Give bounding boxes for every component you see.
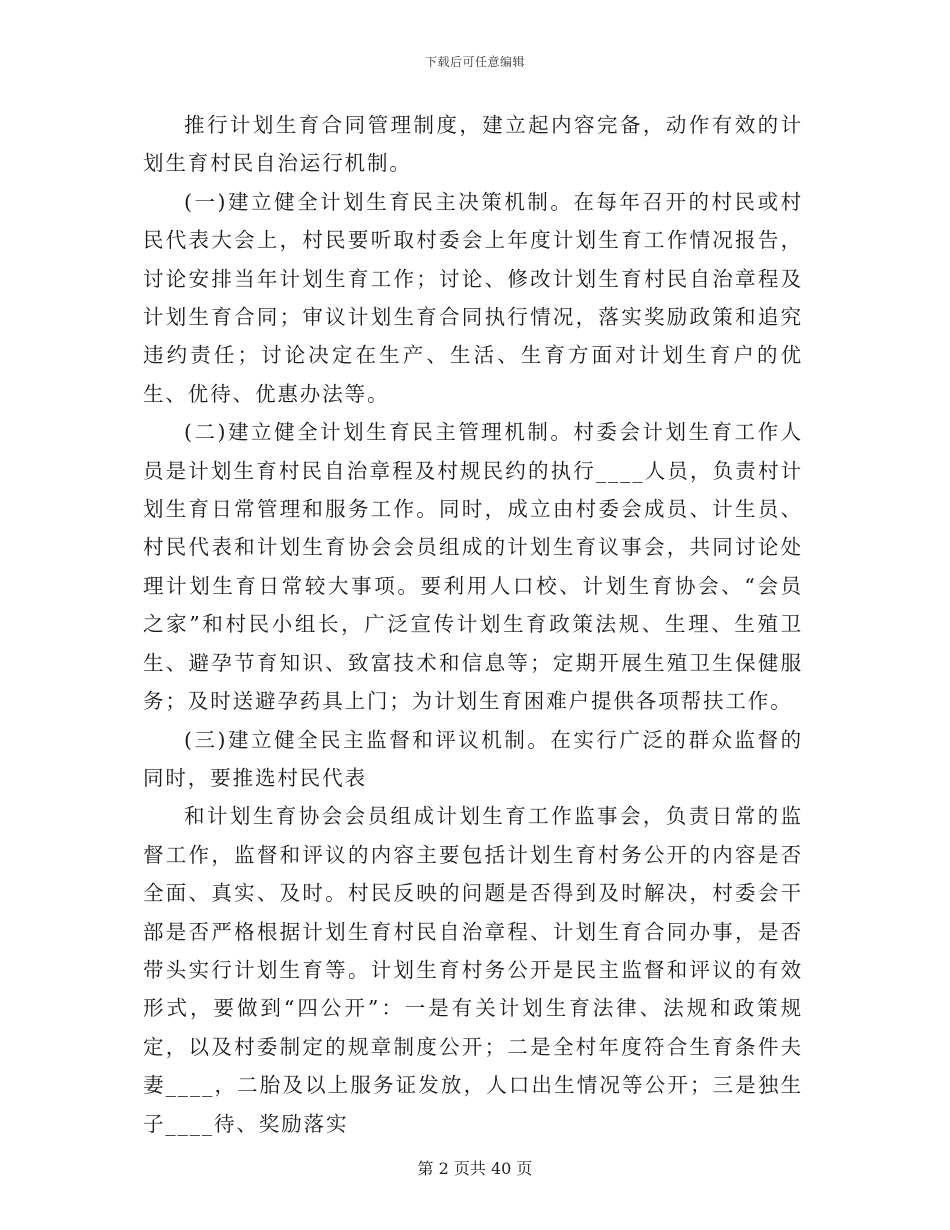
page-header: 下载后可任意编辑 xyxy=(424,55,525,69)
page-footer: 第 2 页共 40 页 xyxy=(417,1159,533,1178)
document-body xyxy=(143,106,803,1143)
paragraph-decision-mechanism: (一)建立健全计划生育民主决策机制。在每年召开的村民或村民代表大会上，村民要听取村委会上年度计划生育工作情况报告，讨论安排当年计划生育工作；讨论、修改计划生育村民自治章程及计划生育合同；审议计划生育合同执行情况，落实奖励政策和追究违约责任；讨论决定在生产、生活、生育方面对计划生育户的优生、优待、优惠办法等。 xyxy=(143,189,803,406)
paragraph-supervision-mechanism: (三)建立健全民主监督和评议机制。在实行广泛的群众监督的同时，要推选村民代表 xyxy=(143,727,803,790)
paragraph-supervision-board: 和计划生育协会会员组成计划生育工作监事会，负责日常的监督工作，监督和评议的内容主要包括计划生育村务公开的内容是否全面、真实、及时。村民反映的问题是否得到及时解决，村委会干部是否严格根据计划生育村民自治章程、计划生育合同办事，是否带头实行计划生育等。计划生育村务公开是民主监督和评议的有效形式，要做到“四公开”：一是有关计划生育法律、法规和政策规定，以及村委制定的规章制度公开；二是全村年度符合生育条件夫妻____，二胎及以上服务证发放，人口出生情况等公开；三是独生子____待、奖励落实 xyxy=(143,804,803,1136)
paragraph-intro: 推行计划生育合同管理制度，建立起内容完备，动作有效的计划生育村民自治运行机制。 xyxy=(143,113,803,176)
paragraph-management-mechanism: (二)建立健全计划生育民主管理机制。村委会计划生育工作人员是计划生育村民自治章程及村规民约的执行____人员，负责村计划生育日常管理和服务工作。同时，成立由村委会成员、计生员、村民代表和计划生育协会会员组成的计划生育议事会，共同讨论处理计划生育日常较大事项。要利用人口校、计划生育协会、“会员之家”和村民小组长，广泛宣传计划生育政策法规、生理、生殖卫生、避孕节育知识、致富技术和信息等；定期开展生殖卫生保健服务；及时送避孕药具上门；为计划生育困难户提供各项帮扶工作。 xyxy=(143,420,803,714)
